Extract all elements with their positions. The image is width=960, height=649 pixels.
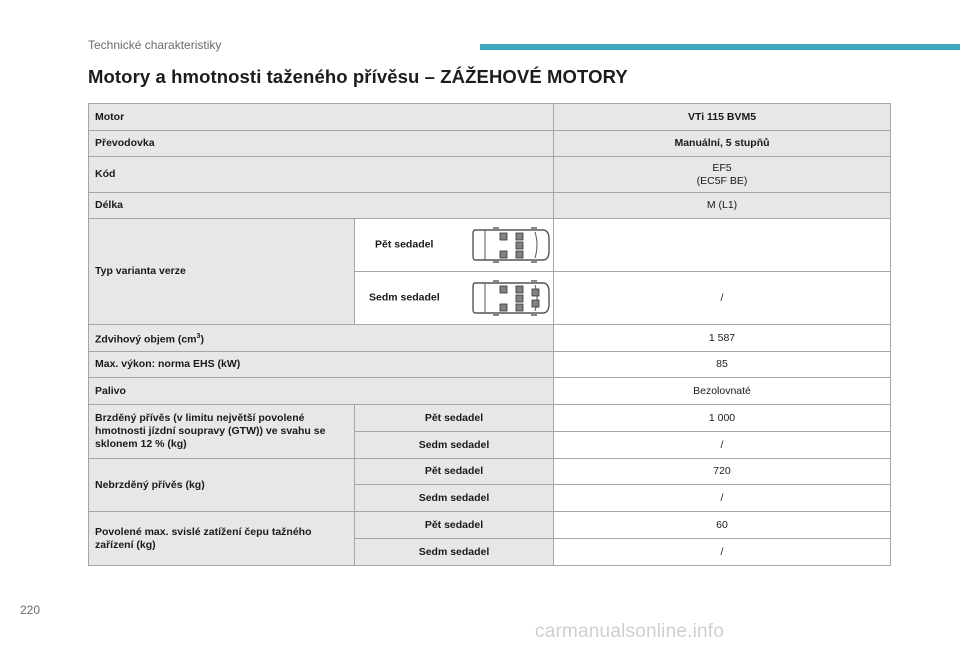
unbraked-seven-label: Sedm sedadel bbox=[355, 485, 554, 512]
watermark: carmanualsonline.info bbox=[535, 621, 725, 642]
motor-value: VTi 115 BVM5 bbox=[554, 104, 891, 131]
length-value: M (L1) bbox=[554, 193, 891, 219]
code-value-line2: (EC5F BE) bbox=[696, 174, 748, 187]
braked-five-label: Pět sedadel bbox=[355, 405, 554, 432]
page-number: 220 bbox=[20, 603, 41, 617]
unbraked-seven-value: / bbox=[554, 485, 891, 512]
five-seat-layout-icon bbox=[469, 225, 551, 265]
variant-five-cell bbox=[355, 219, 554, 272]
variant-seven-label: Sedm sedadel bbox=[369, 291, 440, 304]
variant-seven-value: / bbox=[554, 272, 891, 325]
page-title: Motory a hmotnosti taženého přívěsu – ZÁŽEHOVÉ MOTORY bbox=[88, 66, 628, 87]
table-row-displacement bbox=[89, 325, 891, 352]
table-row-noseweight-five bbox=[89, 512, 891, 539]
gearbox-label: Převodovka bbox=[89, 131, 554, 157]
code-value bbox=[554, 157, 891, 193]
displacement-label: Zdvihový objem $(cm^3)$ bbox=[89, 325, 554, 352]
power-value: 85 bbox=[554, 352, 891, 378]
braked-label: Brzděný přívěs (v limitu největší povolené hmotnosti jízdní soupravy (GTW)) ve svahu se sklonem 12 % (kg) bbox=[89, 405, 355, 459]
code-label: Kód bbox=[89, 157, 554, 193]
table-row-gearbox bbox=[89, 131, 891, 157]
motor-label: Motor bbox=[89, 104, 554, 131]
variant-seven-cell bbox=[355, 272, 554, 325]
spec-table bbox=[88, 103, 891, 566]
fuel-label: Palivo bbox=[89, 378, 554, 405]
displacement-value: 1 587 bbox=[554, 325, 891, 352]
unbraked-label: Nebrzděný přívěs (kg) bbox=[89, 459, 355, 512]
section-label: Technické charakteristiky bbox=[88, 38, 222, 52]
unbraked-five-value: 720 bbox=[554, 459, 891, 485]
unbraked-five-label: Pět sedadel bbox=[355, 459, 554, 485]
table-row-fuel bbox=[89, 378, 891, 405]
noseweight-label: Povolené max. svislé zatížení čepu tažného zařízení (kg) bbox=[89, 512, 355, 566]
noseweight-five-label: Pět sedadel bbox=[355, 512, 554, 539]
table-row-unbraked-five bbox=[89, 459, 891, 485]
noseweight-five-value: 60 bbox=[554, 512, 891, 539]
table-row-variant-five bbox=[89, 219, 891, 272]
table-row-motor bbox=[89, 104, 891, 131]
variant-five-value bbox=[554, 219, 891, 272]
length-label: Délka bbox=[89, 193, 554, 219]
section-accent-bar bbox=[480, 44, 960, 50]
table-row-power bbox=[89, 352, 891, 378]
code-value-line1: EF5 bbox=[712, 161, 732, 174]
braked-seven-value: / bbox=[554, 432, 891, 459]
power-label: Max. výkon: norma EHS (kW) bbox=[89, 352, 554, 378]
variant-label: Typ varianta verze bbox=[89, 219, 355, 325]
table-row-length bbox=[89, 193, 891, 219]
variant-five-label: Pět sedadel bbox=[375, 238, 434, 251]
noseweight-seven-label: Sedm sedadel bbox=[355, 539, 554, 566]
noseweight-seven-value: / bbox=[554, 539, 891, 566]
table-row-code bbox=[89, 157, 891, 193]
table-row-braked-five bbox=[89, 405, 891, 432]
seven-seat-layout-icon bbox=[469, 278, 551, 318]
fuel-value: Bezolovnaté bbox=[554, 378, 891, 405]
gearbox-value: Manuální, 5 stupňů bbox=[554, 131, 891, 157]
braked-five-value: 1 000 bbox=[554, 405, 891, 432]
braked-seven-label: Sedm sedadel bbox=[355, 432, 554, 459]
